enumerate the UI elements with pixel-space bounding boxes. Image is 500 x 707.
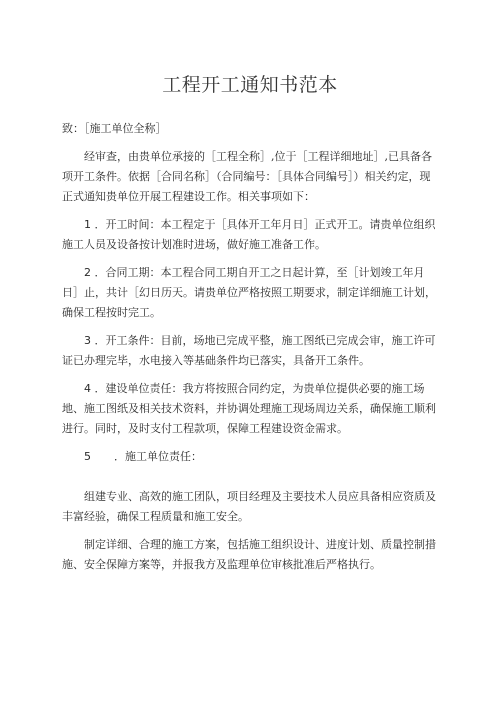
salutation: 致：［施工单位全称］ [62, 122, 167, 135]
item-2 [62, 263, 440, 323]
item-number: 2 [84, 266, 91, 279]
item-number: 3 [84, 334, 91, 347]
item-1 [62, 215, 440, 255]
item-text: ．合同工期：本工程合同工期自开工之日起计算，至［计划竣工年月日］止，共计［幻日历天。请贵单位严格按照工期要求，制定详细施工计划，确保工程按时完工。 [62, 266, 436, 319]
item-text: ．建设单位责任：我方将按照合同约定，为贵单位提供必要的施工场地、施工图纸及相关技术资料，并协调处理施工现场周边关系，确保施工顺利进行。同时，及时支付工程款项，保障工程建设资金需求。 [62, 382, 436, 435]
item-number: 1 [84, 218, 91, 231]
item-number: 4 [84, 382, 91, 395]
item-3 [62, 331, 440, 371]
intro-paragraph: 经审查，由贵单位承接的［工程全称］,位于［工程详细地址］,已具备各项开工条件。依据［合同名称］（合同编号：［具体合同编号］）相关约定，现正式通知贵单位开展工程建设工作。相关事项如下： [62, 150, 432, 203]
item-5 [62, 447, 440, 467]
item-text: ．开工时间：本工程定于［具体开工年月日］正式开工。请贵单位组织施工人员及设备按计划准时进场，做好施工准备工作。 [62, 218, 436, 251]
item-text: ．开工条件：目前，场地已完成平整，施工图纸已完成会审，施工许可证已办理完毕，水电接入等基础条件均已落实，具备开工条件。 [62, 334, 436, 367]
responsibility-paragraph-2: 制定详细、合理的施工方案，包括施工组织设计、进度计划、质量控制措施、安全保障方案等，并报我方及监理单位审核批准后严格执行。 [62, 538, 436, 571]
item-number: 5 [84, 450, 91, 463]
document-title: 工程开工通知书范本 [162, 74, 338, 96]
item-text: ．施工单位责任： [114, 450, 202, 463]
item-4 [62, 379, 440, 439]
document-body [62, 119, 440, 583]
responsibility-paragraph-1: 组建专业、高效的施工团队，项目经理及主要技术人员应具备相应资质及丰富经验，确保工程质量和施工安全。 [62, 490, 436, 523]
